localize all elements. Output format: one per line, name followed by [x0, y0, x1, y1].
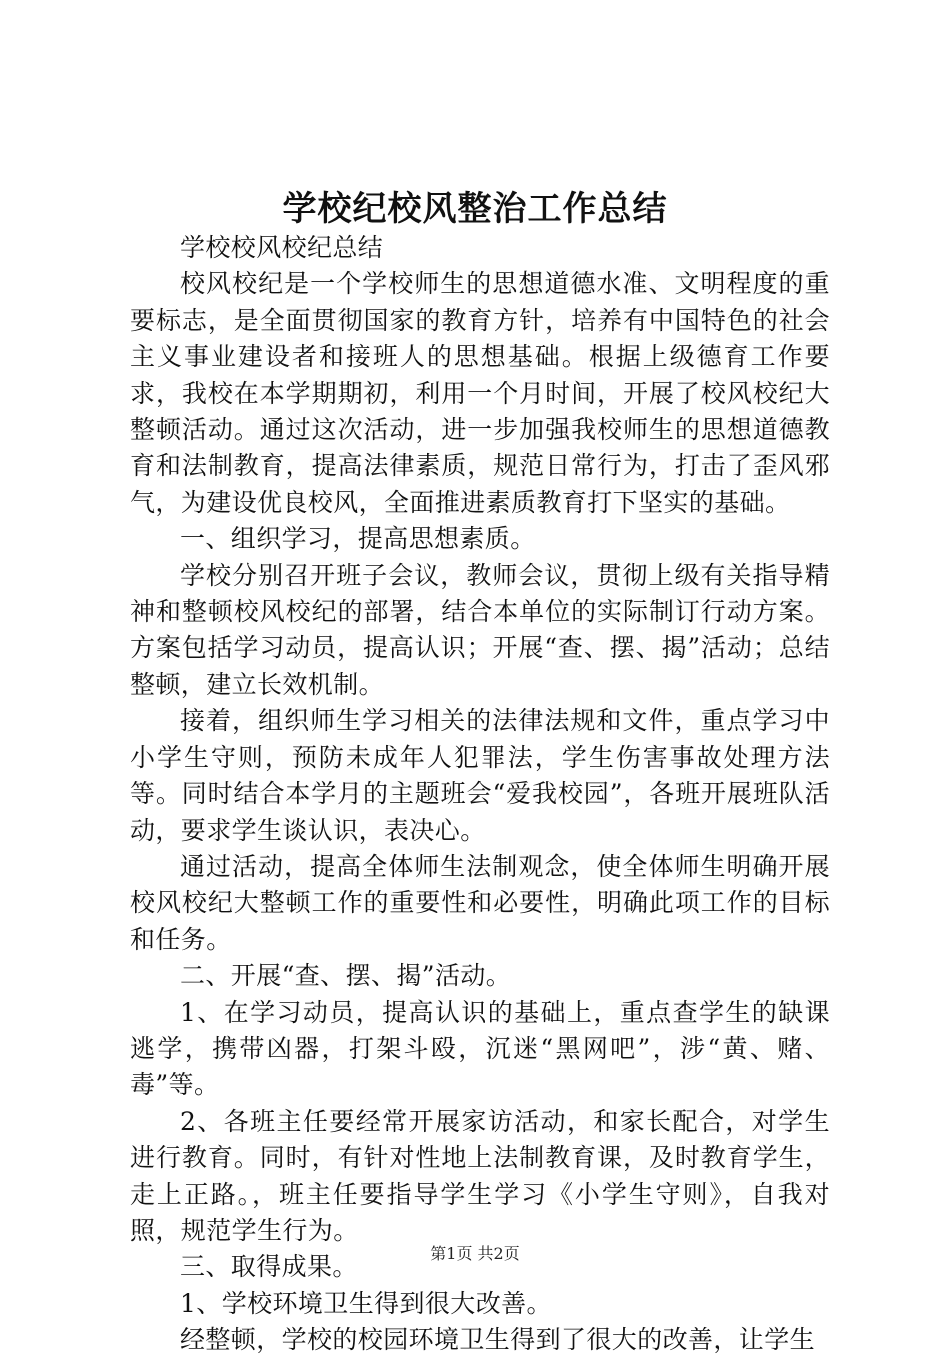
section-heading-2: 二、开展“查、摆、揭”活动。 [180, 961, 512, 991]
document-body [130, 230, 830, 1359]
paragraph-environment: 经整顿，学校的校园环境卫生得到了很大的改善，让学生 [180, 1325, 816, 1355]
paragraph-meetings: 学校分别召开班子会议，教师会议，贯彻上级有关指导精神和整顿校风校纪的部署，结合本单位的实际制订行动方案。方案包括学习动员，提高认识；开展“查、摆、揭”活动；总结整顿，建立长效机制。 [130, 560, 830, 699]
subsection-heading-1: 1、学校环境卫生得到很大改善。 [180, 1288, 552, 1318]
list-item-1: 1、在学习动员，提高认识的基础上，重点查学生的缺课逃学，携带凶器，打架斗殴，沉迷“黑网吧”，涉“黄、赌、毒”等。 [130, 997, 830, 1100]
paragraph-intro: 校风校纪是一个学校师生的思想道德水准、文明程度的重要标志，是全面贯彻国家的教育方针，培养有中国特色的社会主义事业建设者和接班人的思想基础。根据上级德育工作要求，我校在本学期期初，利用一个月时间，开展了校风校纪大整顿活动。通过这次活动，进一步加强我校师生的思想道德教育和法制教育，提高法律素质，规范日常行为，打击了歪风邪气，为建设优良校风，全面推进素质教育打下坚实的基础。 [130, 269, 830, 517]
paragraph-subtitle: 学校校风校纪总结 [180, 233, 384, 262]
section-heading-1: 一、组织学习，提高思想素质。 [180, 524, 536, 554]
document-title: 学校纪校风整治工作总结 [282, 189, 668, 229]
paragraph-activity-result: 通过活动，提高全体师生法制观念，使全体师生明确开展校风校纪大整顿工作的重要性和必要性，明确此项工作的目标和任务。 [130, 851, 830, 954]
list-item-2: 2、各班主任要经常开展家访活动，和家长配合，对学生进行教育。同时，有针对性地上法制教育课，及时教育学生，走上正路。，班主任要指导学生学习《小学生守则》，自我对照，规范学生行为。 [130, 1106, 830, 1245]
section-heading-3: 三、取得成果。 [180, 1252, 358, 1282]
paragraph-study: 接着，组织师生学习相关的法律法规和文件，重点学习中小学生守则，预防未成年人犯罪法，学生伤害事故处理方法等。同时结合本学月的主题班会“爱我校园”，各班开展班队活动，要求学生谈认识，表决心。 [130, 706, 830, 845]
page-footer: 第1页 共2页 [430, 1244, 520, 1263]
